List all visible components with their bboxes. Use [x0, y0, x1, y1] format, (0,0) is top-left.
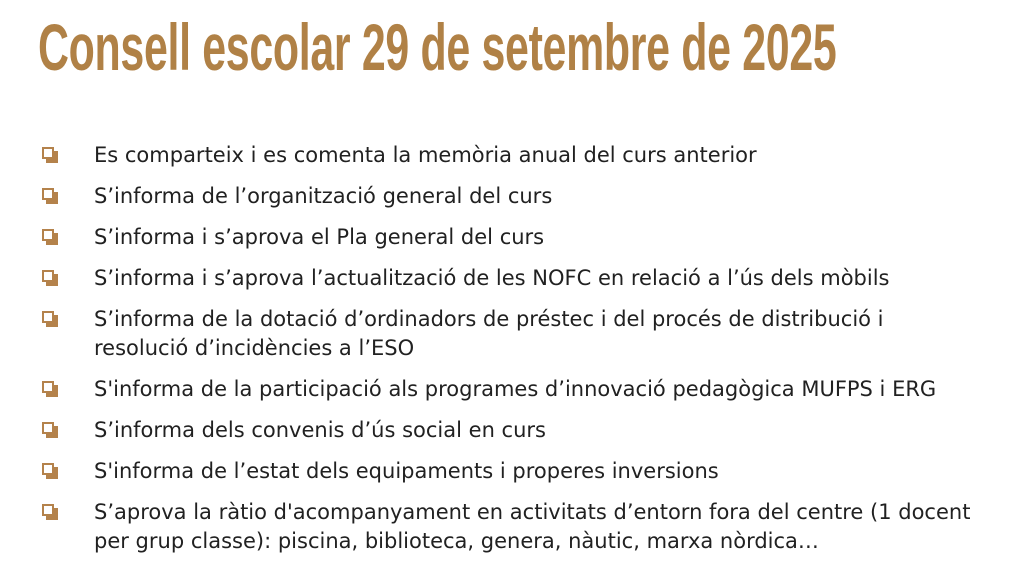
- shadowed-checkbox-icon: [42, 147, 58, 163]
- list-item-text: S’informa dels convenis d’ús social en curs: [94, 418, 546, 442]
- list-item-text: S’informa i s’aprova l’actualització de les NOFC en relació a l’ús dels mòbils: [94, 266, 890, 290]
- slide-title: Consell escolar 29 de setembre de 2025: [38, 10, 837, 84]
- list-item-text: S’aprova la ràtio d'acompanyament en activitats d’entorn fora del centre (1 docent per grup classe): piscina, biblioteca, genera, nàutic, marxa nòrdica…: [94, 500, 971, 553]
- list-item-text: S’informa de la dotació d’ordinadors de préstec i del procés de distribució i resolució d’incidències a l’ESO: [94, 307, 884, 360]
- list-item: [40, 416, 980, 445]
- shadowed-checkbox-icon: [42, 381, 58, 397]
- agenda-list: [40, 141, 980, 568]
- list-item: [40, 182, 980, 211]
- list-item: [40, 223, 980, 252]
- list-item-text: Es comparteix i es comenta la memòria anual del curs anterior: [94, 143, 757, 167]
- list-item: [40, 498, 980, 556]
- list-item: [40, 457, 980, 486]
- shadowed-checkbox-icon: [42, 229, 58, 245]
- list-item: [40, 141, 980, 170]
- shadowed-checkbox-icon: [42, 270, 58, 286]
- shadowed-checkbox-icon: [42, 422, 58, 438]
- list-item: [40, 305, 980, 363]
- shadowed-checkbox-icon: [42, 463, 58, 479]
- shadowed-checkbox-icon: [42, 188, 58, 204]
- shadowed-checkbox-icon: [42, 504, 58, 520]
- list-item-text: S’informa i s’aprova el Pla general del curs: [94, 225, 545, 249]
- list-item-text: S’informa de l’organització general del curs: [94, 184, 553, 208]
- list-item: [40, 375, 980, 404]
- list-item-text: S'informa de l’estat dels equipaments i properes inversions: [94, 459, 719, 483]
- shadowed-checkbox-icon: [42, 311, 58, 327]
- list-item-text: S'informa de la participació als programes d’innovació pedagògica MUFPS i ERG: [94, 377, 937, 401]
- list-item: [40, 264, 980, 293]
